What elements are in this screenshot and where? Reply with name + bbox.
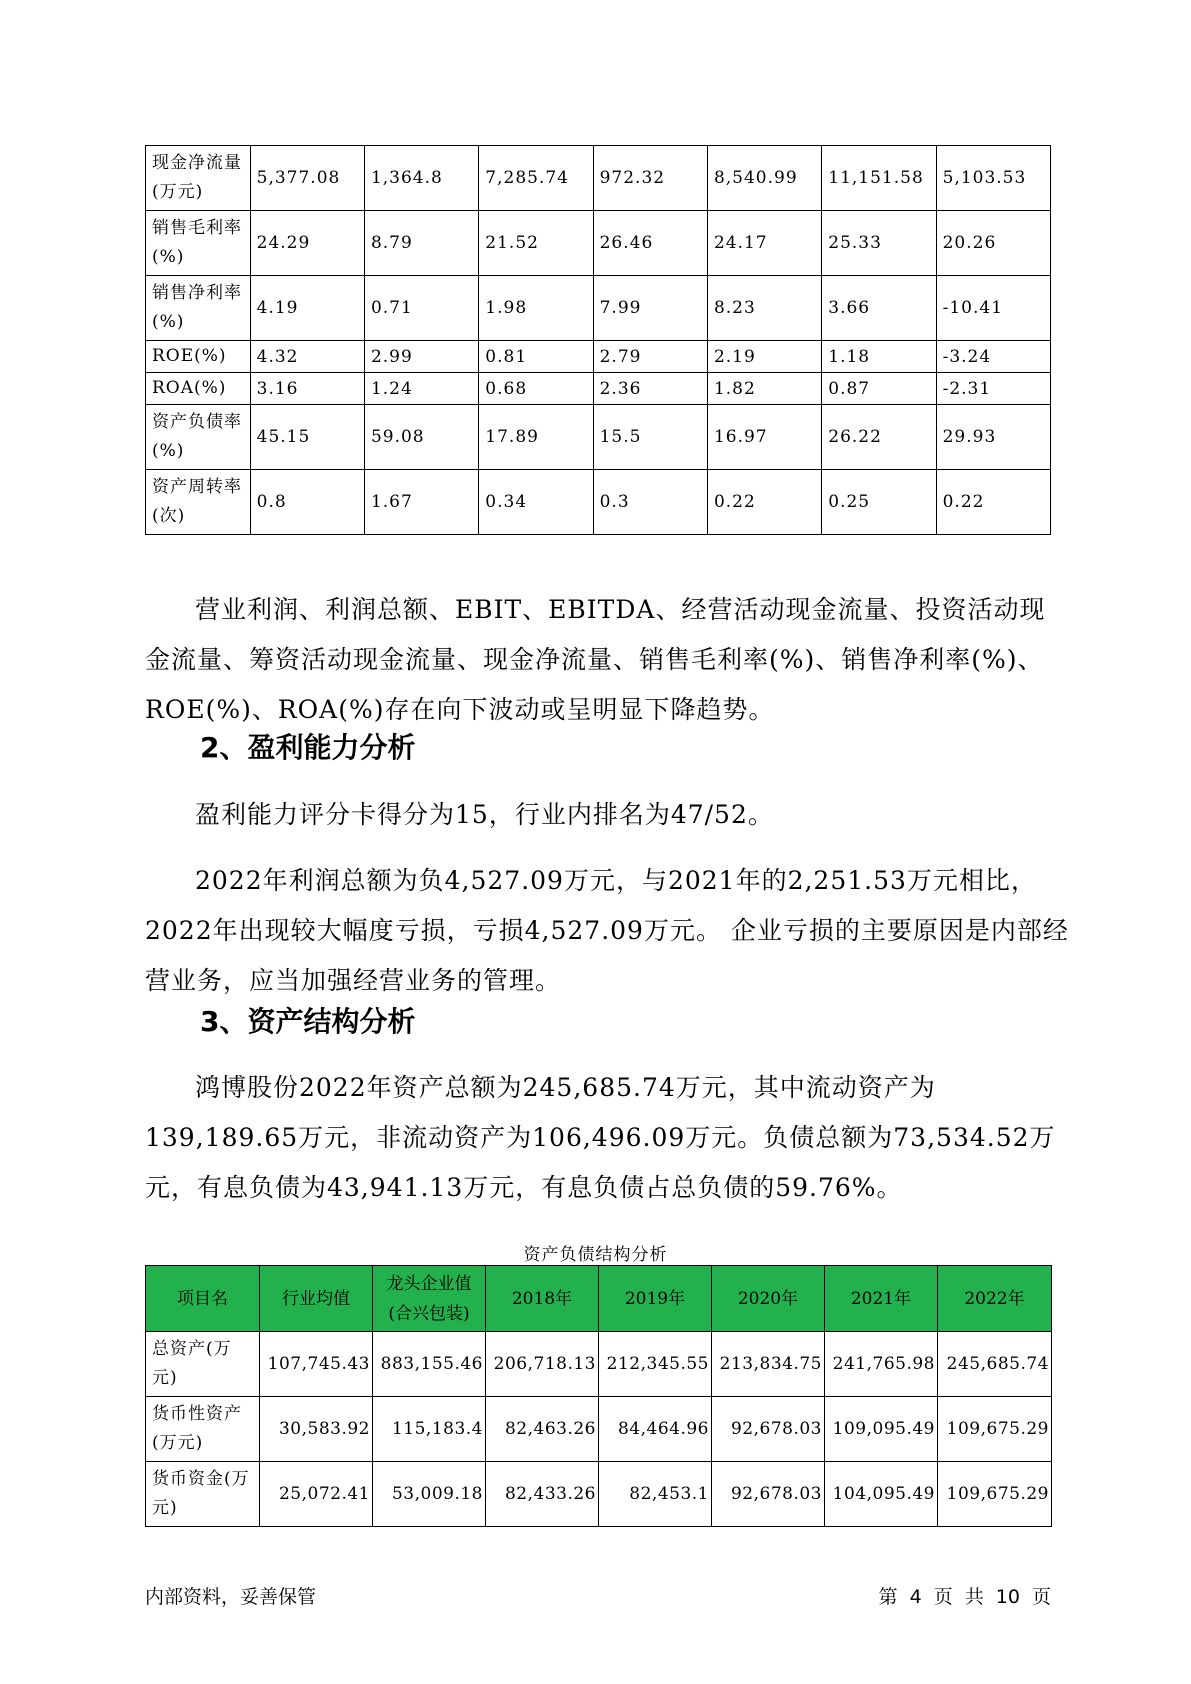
column-header: 2019年 [599,1266,712,1332]
asset-liability-structure-table [145,1265,1052,1527]
table-cell: 26.46 [593,211,707,276]
table-cell: 8.79 [364,211,478,276]
row-label: 资产周转率(次) [146,470,251,535]
table-cell: 104,095.49 [825,1462,938,1527]
row-label: 货币资金(万元) [146,1462,260,1527]
table-row [146,1332,1052,1397]
table-cell: 82,433.26 [486,1462,599,1527]
table-cell: 59.08 [364,405,478,470]
table-cell: 0.25 [822,470,936,535]
table-cell: 109,675.29 [938,1462,1052,1527]
row-label: 销售净利率(%) [146,276,251,341]
table-cell: 0.71 [364,276,478,341]
table-cell: 0.22 [936,470,1050,535]
table-cell: 0.68 [479,373,593,405]
table-cell: 1.82 [707,373,821,405]
table-cell: 24.29 [250,211,364,276]
table-cell: 8,540.99 [707,146,821,211]
table-cell: 3.16 [250,373,364,405]
table-cell: 212,345.55 [599,1332,712,1397]
table-row [146,341,1051,373]
table-cell: 84,464.96 [599,1397,712,1462]
table-cell: 0.81 [479,341,593,373]
row-label: ROA(%) [146,373,251,405]
profit-detail-paragraph: 2022年利润总额为负4,527.09万元，与2021年的2,251.53万元相比，2022年出现较大幅度亏损，亏损4,527.09万元。 企业亏损的主要原因是内部经营业务，应当加强经营业务的管理。 [145,866,1069,995]
table-cell: 53,009.18 [373,1462,486,1527]
asset-detail-paragraph: 鸿博股份2022年资产总额为245,685.74万元，其中流动资产为139,189.65万元，非流动资产为106,496.09万元。负债总额为73,534.52万元，有息负债为43,941.13万元，有息负债占总负债的59.76%。 [145,1073,1056,1202]
table-cell: -3.24 [936,341,1050,373]
table-cell: 30,583.92 [260,1397,373,1462]
section-heading-asset-structure: 3、资产结构分析 [200,1005,416,1038]
table-cell: 0.8 [250,470,364,535]
table-cell: 883,155.46 [373,1332,486,1397]
row-label: 销售毛利率(%) [146,211,251,276]
table-cell: 1.24 [364,373,478,405]
table-cell: 2.79 [593,341,707,373]
table-cell: 11,151.58 [822,146,936,211]
table-cell: 3.66 [822,276,936,341]
table-cell: 1,364.8 [364,146,478,211]
table-row [146,146,1051,211]
column-header: 行业均值 [260,1266,373,1332]
table-cell: 241,765.98 [825,1332,938,1397]
table-cell: 29.93 [936,405,1050,470]
table-cell: 7.99 [593,276,707,341]
table-cell: 109,095.49 [825,1397,938,1462]
table-cell: 4.19 [250,276,364,341]
row-label: 总资产(万元) [146,1332,260,1397]
table-caption: 资产负债结构分析 [523,1245,668,1265]
table-cell: 0.22 [707,470,821,535]
table-cell: 16.97 [707,405,821,470]
table-cell: 1.67 [364,470,478,535]
table-header-row [146,1266,1052,1332]
table-cell: 4.32 [250,341,364,373]
table-cell: 107,745.43 [260,1332,373,1397]
table-cell: 17.89 [479,405,593,470]
table-cell: 92,678.03 [712,1462,825,1527]
confidential-footer: 内部资料，妥善保管 [145,1586,317,1608]
table-cell: 1.18 [822,341,936,373]
table-cell: 972.32 [593,146,707,211]
column-header: 项目名 [146,1266,260,1332]
table-cell: 21.52 [479,211,593,276]
profit-score-paragraph: 盈利能力评分卡得分为15，行业内排名为47/52。 [195,800,774,829]
row-label: 资产负债率(%) [146,405,251,470]
column-header: 龙头企业值(合兴包装) [373,1266,486,1332]
table-cell: 20.26 [936,211,1050,276]
table-cell: 213,834.75 [712,1332,825,1397]
table-cell: 0.34 [479,470,593,535]
table-cell: 115,183.4 [373,1397,486,1462]
section-heading-profitability: 2、盈利能力分析 [200,731,416,764]
table-cell: 92,678.03 [712,1397,825,1462]
table-cell: 25.33 [822,211,936,276]
table-row [146,211,1051,276]
table-cell: 0.87 [822,373,936,405]
table-cell: 5,103.53 [936,146,1050,211]
table-cell: 25,072.41 [260,1462,373,1527]
table-row [146,276,1051,341]
table-cell: 2.99 [364,341,478,373]
table-cell: 15.5 [593,405,707,470]
table-row [146,470,1051,535]
column-header: 2018年 [486,1266,599,1332]
row-label: 货币性资产(万元) [146,1397,260,1462]
table-row [146,373,1051,405]
table-row [146,1462,1052,1527]
row-label: 现金净流量(万元) [146,146,251,211]
trend-paragraph: 营业利润、利润总额、EBIT、EBITDA、经营活动现金流量、投资活动现金流量、筹资活动现金流量、现金净流量、销售毛利率(%)、销售净利率(%)、ROE(%)、ROA(%)存在向下波动或呈明显下降趋势。 [145,595,1046,724]
table-row [146,1397,1052,1462]
table-cell: 1.98 [479,276,593,341]
table-cell: 206,718.13 [486,1332,599,1397]
table-cell: 45.15 [250,405,364,470]
row-label: ROE(%) [146,341,251,373]
table-cell: 5,377.08 [250,146,364,211]
table-cell: 8.23 [707,276,821,341]
page-number: 第 4 页 共 10 页 [878,1586,1051,1608]
column-header: 2021年 [825,1266,938,1332]
table-row [146,405,1051,470]
financial-indicators-table [145,145,1051,535]
table-cell: 245,685.74 [938,1332,1052,1397]
table-cell: 7,285.74 [479,146,593,211]
table-cell: -2.31 [936,373,1050,405]
table-cell: 26.22 [822,405,936,470]
table-cell: 2.36 [593,373,707,405]
table-cell: 24.17 [707,211,821,276]
table-cell: 109,675.29 [938,1397,1052,1462]
column-header: 2022年 [938,1266,1052,1332]
table-cell: 0.3 [593,470,707,535]
table-cell: -10.41 [936,276,1050,341]
table-cell: 2.19 [707,341,821,373]
column-header: 2020年 [712,1266,825,1332]
table-cell: 82,463.26 [486,1397,599,1462]
table-cell: 82,453.1 [599,1462,712,1527]
